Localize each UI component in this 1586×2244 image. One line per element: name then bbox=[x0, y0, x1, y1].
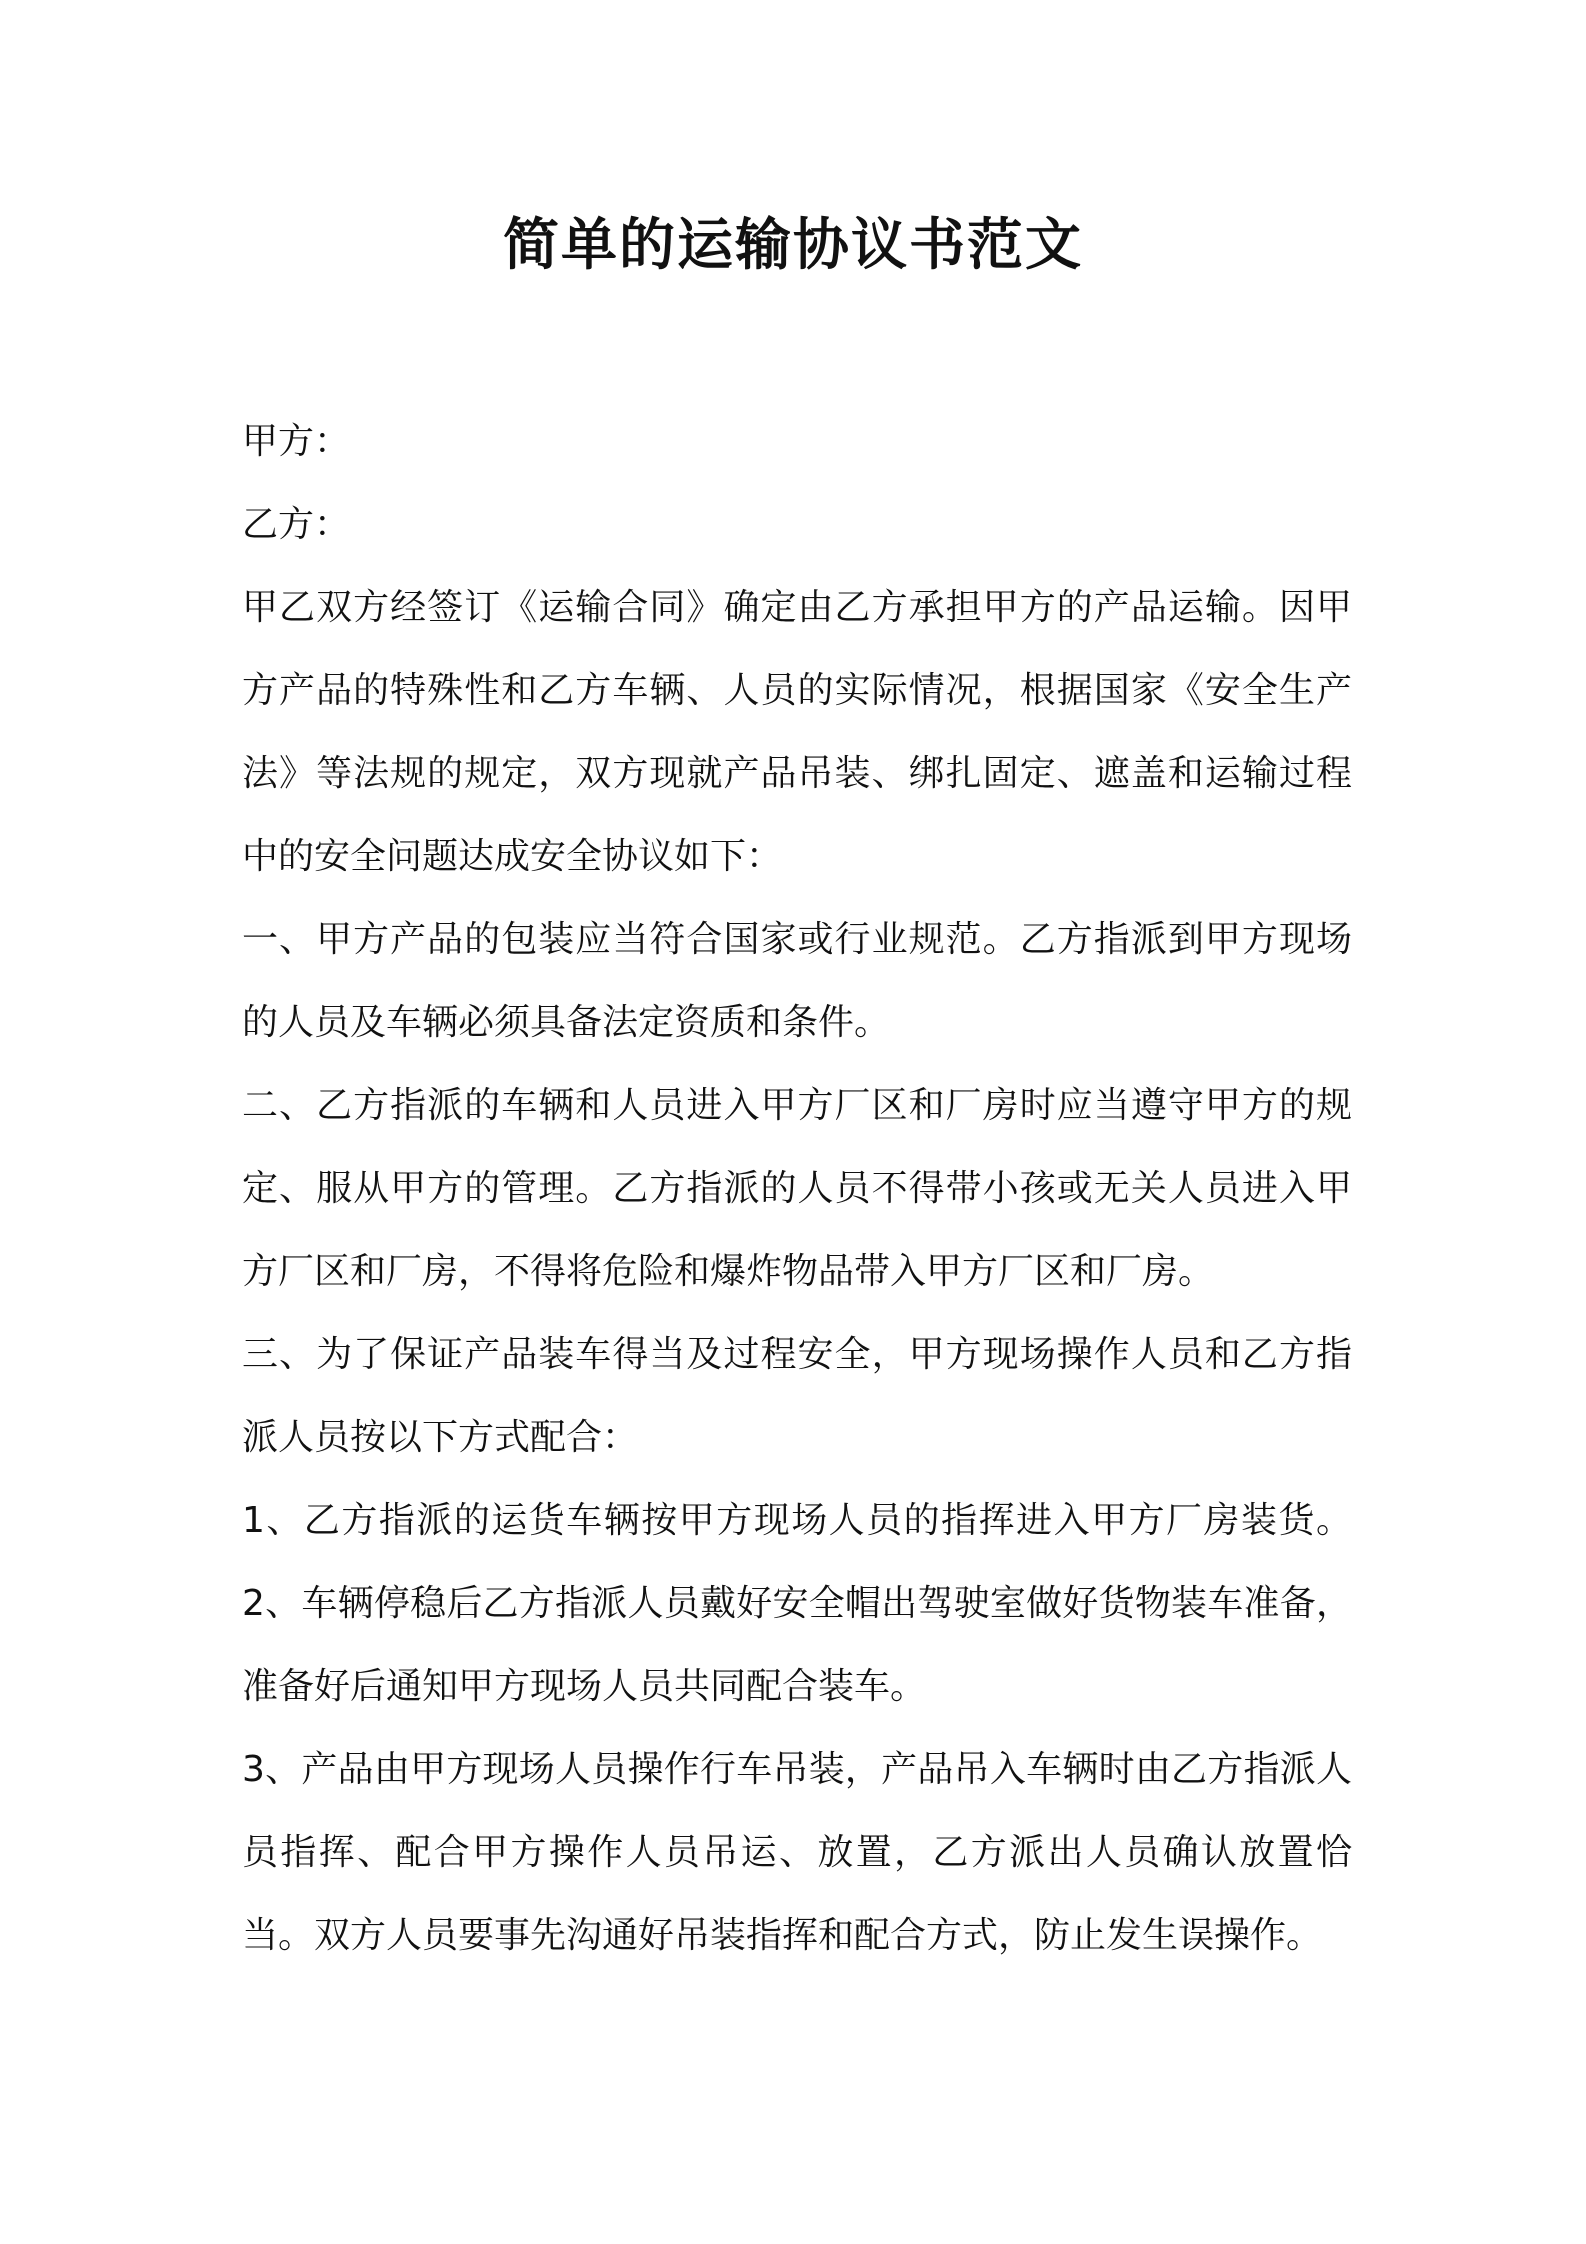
party-b-line: 乙方： bbox=[242, 504, 351, 545]
document-body bbox=[242, 400, 1352, 1977]
party-a-line: 甲方： bbox=[242, 421, 351, 462]
paragraph-item-3: 3、产品由甲方现场人员操作行车吊装，产品吊入车辆时由乙方指派人员指挥、配合甲方操作人员吊运、放置，乙方派出人员确认放置恰当。双方人员要事先沟通好吊装指挥和配合方式，防止发生误操作。 bbox=[242, 1749, 1352, 1956]
paragraph-clause-2: 二、乙方指派的车辆和人员进入甲方厂区和厂房时应当遵守甲方的规定、服从甲方的管理。乙方指派的人员不得带小孩或无关人员进入甲方厂区和厂房，不得将危险和爆炸物品带入甲方厂区和厂房。 bbox=[242, 1085, 1352, 1292]
paragraph-intro: 甲乙双方经签订《运输合同》确定由乙方承担甲方的产品运输。因甲方产品的特殊性和乙方车辆、人员的实际情况，根据国家《安全生产法》等法规的规定，双方现就产品吊装、绑扎固定、遮盖和运输过程中的安全问题达成安全协议如下： bbox=[242, 587, 1352, 877]
paragraph-clause-1: 一、甲方产品的包装应当符合国家或行业规范。乙方指派到甲方现场的人员及车辆必须具备法定资质和条件。 bbox=[242, 919, 1352, 1043]
paragraph-item-1-2: 1、乙方指派的运货车辆按甲方现场人员的指挥进入甲方厂房装货。2、车辆停稳后乙方指派人员戴好安全帽出驾驶室做好货物装车准备，准备好后通知甲方现场人员共同配合装车。 bbox=[242, 1500, 1352, 1707]
paragraph-clause-3: 三、为了保证产品装车得当及过程安全，甲方现场操作人员和乙方指派人员按以下方式配合： bbox=[242, 1334, 1352, 1458]
document-title: 简单的运输协议书范文 bbox=[503, 213, 1083, 278]
